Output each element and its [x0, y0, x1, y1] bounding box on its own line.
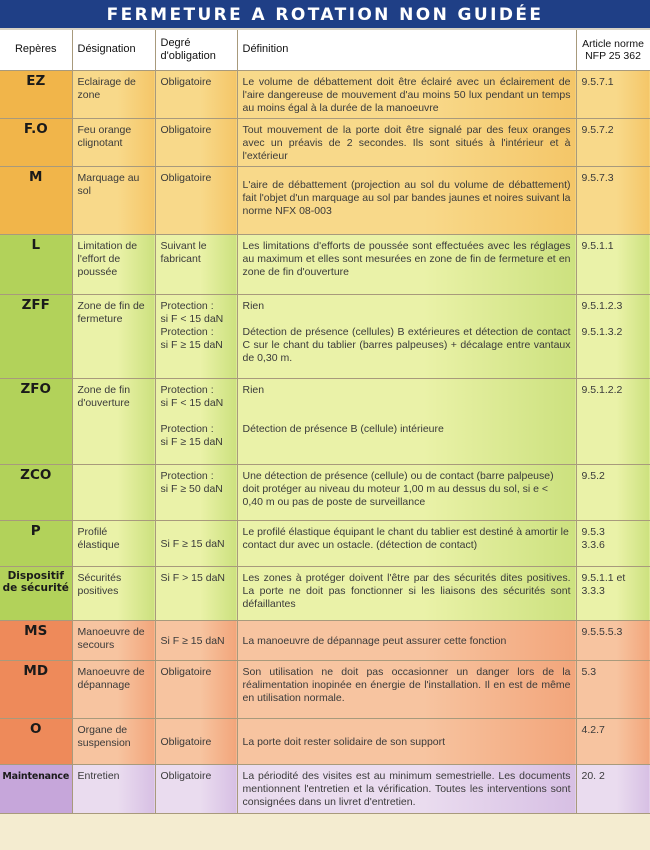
repere-cell: O: [0, 718, 72, 764]
degre-cell: Obligatoire: [155, 118, 237, 166]
repere-cell: M: [0, 166, 72, 234]
degre-cell: Suivant le fabricant: [155, 234, 237, 294]
repere-cell: MD: [0, 660, 72, 718]
degre-cell: Si F ≥ 15 daN: [155, 620, 237, 660]
repere-cell: Maintenance: [0, 764, 72, 813]
definition-cell: Rien Détection de présence (cellules) B extérieures et détection de contact C sur le chant du tablier (barres palpeuses) + décalage entre vantaux de 0,30 m.: [237, 294, 576, 378]
definition-cell: Tout mouvement de la porte doit être signalé par des feux oranges avec un préavis de 2 secondes. Ils sont situés à l'intérieur et à l'extérieur: [237, 118, 576, 166]
definition-cell: La porte doit rester solidaire de son support: [237, 718, 576, 764]
repere-cell: EZ: [0, 70, 72, 118]
degre-cell: Obligatoire: [155, 660, 237, 718]
repere-cell: F.O: [0, 118, 72, 166]
table-row: [0, 294, 650, 378]
repere-cell: Dispositif de sécurité: [0, 566, 72, 620]
table-row: [0, 764, 650, 813]
degre-cell: Obligatoire: [155, 166, 237, 234]
article-cell: 20. 2: [576, 764, 650, 813]
designation-cell: Zone de fin de fermeture: [72, 294, 155, 378]
definition-cell: La manoeuvre de dépannage peut assurer cette fonction: [237, 620, 576, 660]
repere-cell: MS: [0, 620, 72, 660]
definition-cell: Les limitations d'efforts de poussée sont effectuées avec les réglages au maximum et elles sont mesurées en zone de fin de fermeture et en zone de fin d'ouverture: [237, 234, 576, 294]
repere-cell: L: [0, 234, 72, 294]
table-row: [0, 718, 650, 764]
designation-cell: Sécurités positives: [72, 566, 155, 620]
table-row: [0, 234, 650, 294]
repere-cell: ZFF: [0, 294, 72, 378]
definition-cell: Une détection de présence (cellule) ou de contact (barre palpeuse) doit protéger au niveau du moteur 1,00 m au dessus du sol, si e < 0,40 m ou pas de poste de surveillance: [237, 464, 576, 520]
table-row: [0, 620, 650, 660]
repere-cell: ZFO: [0, 378, 72, 464]
table-row: [0, 166, 650, 234]
designation-cell: [72, 464, 155, 520]
article-cell: 9.5.5.5.3: [576, 620, 650, 660]
article-cell: 5.3: [576, 660, 650, 718]
designation-cell: Eclairage de zone: [72, 70, 155, 118]
article-cell: 9.5.1.1: [576, 234, 650, 294]
safety-table: [0, 30, 650, 814]
degre-cell: Obligatoire: [155, 70, 237, 118]
degre-cell: Protection : si F < 15 daN Protection : si F ≥ 15 daN: [155, 378, 237, 464]
article-cell: 9.5.2: [576, 464, 650, 520]
definition-cell: Le profilé élastique équipant le chant du tablier est destiné à amortir le contact dur avec un ostacle. (détection de contact): [237, 520, 576, 566]
article-cell: 9.5.7.1: [576, 70, 650, 118]
table-row: [0, 378, 650, 464]
article-cell: 9.5.1.2.3 9.5.1.3.2: [576, 294, 650, 378]
header-article: Article norme NFP 25 362: [576, 30, 650, 70]
repere-cell: ZCO: [0, 464, 72, 520]
degre-cell: Obligatoire: [155, 764, 237, 813]
designation-cell: Entretien: [72, 764, 155, 813]
article-cell: 9.5.7.2: [576, 118, 650, 166]
article-cell: 9.5.1.2.2: [576, 378, 650, 464]
header-repere: Repères: [0, 30, 72, 70]
designation-cell: Manoeuvre de secours: [72, 620, 155, 660]
definition-cell: L'aire de débattement (projection au sol du volume de débattement) fait l'objet d'un marquage au sol par bandes jaunes et noires suivant la norme NFX 08-003: [237, 166, 576, 234]
definition-cell: Son utilisation ne doit pas occasionner un danger lors de la réalimentation inopinée en énergie de l'installation. Il en est de même en utilisation normale.: [237, 660, 576, 718]
definition-cell: Rien Détection de présence B (cellule) intérieure: [237, 378, 576, 464]
designation-cell: Feu orange clignotant: [72, 118, 155, 166]
article-cell: 9.5.3 3.3.6: [576, 520, 650, 566]
header-degre: Degré d'obligation: [155, 30, 237, 70]
header-row: [0, 30, 650, 70]
degre-cell: Protection : si F ≥ 50 daN: [155, 464, 237, 520]
page-title: FERMETURE A ROTATION NON GUIDÉE: [0, 0, 650, 30]
table-row: [0, 464, 650, 520]
definition-cell: Les zones à protéger doivent l'être par des sécurités dites positives. La porte ne doit pas fonctionner si les liaisons des sécurités sont défaillantes: [237, 566, 576, 620]
definition-cell: La périodité des visites est au minimum semestrielle. Les documents mentionnent l'entretien et la vérification. Toutes les interventions sont consignées dans un livret d'entretien.: [237, 764, 576, 813]
designation-cell: Profilé élastique: [72, 520, 155, 566]
table-row: [0, 70, 650, 118]
table-row: [0, 660, 650, 718]
table-row: [0, 118, 650, 166]
degre-cell: Protection : si F < 15 daN Protection : si F ≥ 15 daN: [155, 294, 237, 378]
degre-cell: Si F > 15 daN: [155, 566, 237, 620]
designation-cell: Zone de fin d'ouverture: [72, 378, 155, 464]
repere-cell: P: [0, 520, 72, 566]
header-definition: Définition: [237, 30, 576, 70]
table-row: [0, 566, 650, 620]
definition-cell: Le volume de débattement doit être éclairé avec un éclairement de l'aire dangereuse de mouvement d'au moins 50 lux pendant un temps au moins égal à la durée de la manoeuvre: [237, 70, 576, 118]
table-row: [0, 520, 650, 566]
designation-cell: Organe de suspension: [72, 718, 155, 764]
article-cell: 9.5.7.3: [576, 166, 650, 234]
degre-cell: Si F ≥ 15 daN: [155, 520, 237, 566]
header-designation: Désignation: [72, 30, 155, 70]
article-cell: 9.5.1.1 et 3.3.3: [576, 566, 650, 620]
article-cell: 4.2.7: [576, 718, 650, 764]
designation-cell: Manoeuvre de dépannage: [72, 660, 155, 718]
designation-cell: Marquage au sol: [72, 166, 155, 234]
degre-cell: Obligatoire: [155, 718, 237, 764]
designation-cell: Limitation de l'effort de poussée: [72, 234, 155, 294]
